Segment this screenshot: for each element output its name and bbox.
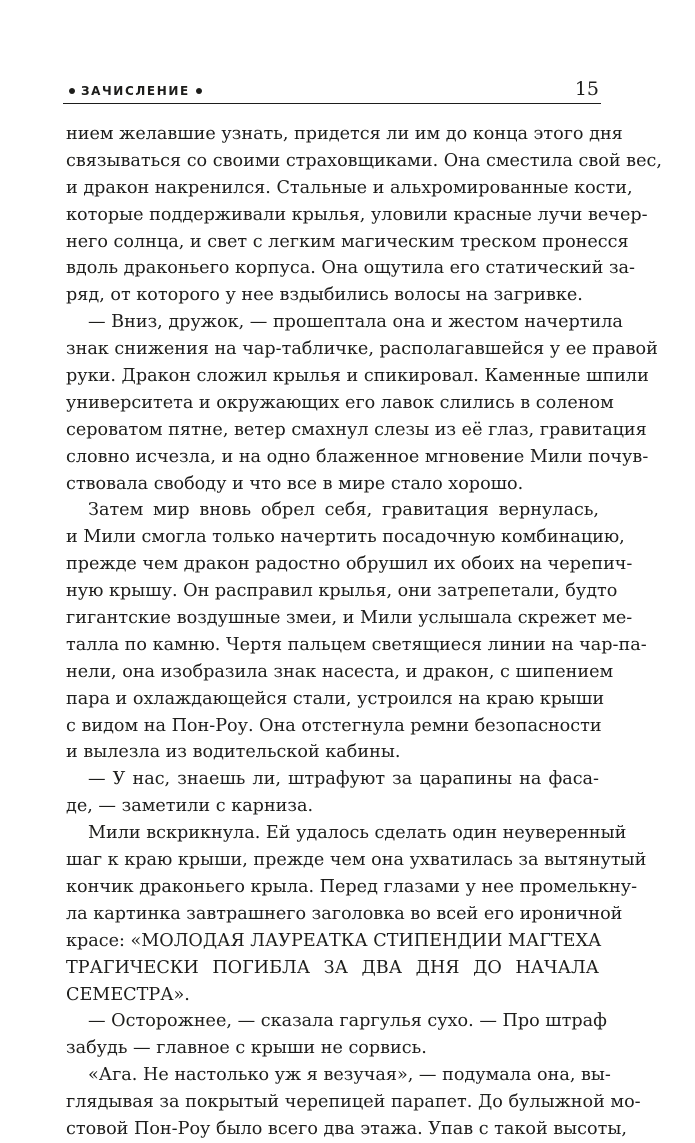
text-line: нели, она изобразила знак насеста, и дракон, с шипением (66, 661, 614, 682)
text-line: «Ага. Не настолько уж я везучая», — подумала она, вы- (88, 1065, 611, 1086)
text-line: стовой Пон-Роу было всего два этажа. Упав с такой высоты, (66, 1118, 627, 1139)
text-line: ла картинка завтрашнего заголовка во всей его ироничной (66, 903, 623, 924)
text-line: — Вниз, дружок, — прошептала она и жестом начертила (88, 312, 623, 333)
text-line: глядывая за покрытый черепицей парапет. До булыжной мо- (66, 1092, 641, 1113)
text-line: талла по камню. Чертя пальцем светящиеся линии на чар-па- (66, 634, 647, 655)
text-line: словно исчезла, и на одно блаженное мгновение Мили почув- (66, 446, 649, 467)
text-line: красе: «МОЛОДАЯ ЛАУРЕАТКА СТИПЕНДИИ МАГТЕХА (66, 930, 602, 951)
text-line: и Мили смогла только начертить посадочную комбинацию, (66, 527, 625, 548)
text-line: ряд, от которого у нее вздыбились волосы на загривке. (66, 285, 583, 306)
text-line: ствовала свободу и что все в мире стало хорошо. (66, 473, 524, 494)
text-line: него солнца, и свет с легким магическим треском пронесся (66, 231, 629, 252)
text-line: связываться со своими страховщиками. Она сместила свой вес, (66, 150, 662, 171)
bullet-left-icon (69, 88, 75, 94)
body-text (66, 121, 662, 1143)
text-line: — У нас, знаешь ли, штрафуют за царапины на фаса- (88, 769, 599, 790)
text-line: которые поддерживали крылья, уловили красные лучи вечер- (66, 204, 648, 225)
running-title (63, 84, 208, 98)
text-line: Затем мир вновь обрел себя, гравитация вернулась, (88, 500, 599, 521)
text-line: вдоль драконьего корпуса. Она ощутила его статический за- (66, 258, 635, 279)
text-line: прежде чем дракон радостно обрушил их обоих на черепич- (66, 554, 633, 575)
text-line: руки. Дракон сложил крылья и спикировал. Каменные шпили (66, 366, 649, 387)
bullet-right-icon (196, 88, 202, 94)
text-line: сероватом пятне, ветер смахнул слезы из её глаз, гравитация (66, 419, 647, 440)
text-line: гигантские воздушные змеи, и Мили услышала скрежет ме- (66, 608, 633, 629)
text-line: и вылезла из водительской кабины. (66, 742, 401, 763)
text-line: нием желавшие узнать, придется ли им до конца этого дня (66, 124, 623, 144)
text-line: ТРАГИЧЕСКИ ПОГИБЛА ЗА ДВА ДНЯ ДО НАЧАЛА (66, 957, 599, 978)
text-line: — Осторожнее, — сказала гаргулья сухо. — Про штраф (88, 1011, 607, 1032)
text-line: ную крышу. Он расправил крылья, они затрепетали, будто (66, 581, 618, 602)
text-line: де, — заметили с карниза. (66, 796, 314, 817)
text-line: университета и окружающих его лавок слились в соленом (66, 392, 614, 413)
text-line: СЕМЕСТРА». (66, 984, 190, 1005)
page-number: 15 (574, 78, 599, 100)
text-line: кончик драконьего крыла. Перед глазами у нее промелькну- (66, 876, 638, 897)
text-line: забудь — главное с крыши не сорвись. (66, 1038, 427, 1059)
header-rule (63, 103, 601, 104)
text-line: шаг к краю крыши, прежде чем она ухватилась за вытянутый (66, 850, 647, 871)
text-line: и дракон накренился. Стальные и альхромированные кости, (66, 177, 633, 198)
text-line: знак снижения на чар-табличке, располагавшейся у ее правой (66, 339, 658, 360)
section-title: ЗАЧИСЛЕНИЕ (81, 84, 190, 98)
running-header (63, 78, 601, 106)
text-line: с видом на Пон-Роу. Она отстегнула ремни безопасности (66, 715, 602, 736)
text-line: Мили вскрикнула. Ей удалось сделать один неуверенный (88, 823, 627, 844)
text-line: пара и охлаждающейся стали, устроился на краю крыши (66, 688, 605, 709)
